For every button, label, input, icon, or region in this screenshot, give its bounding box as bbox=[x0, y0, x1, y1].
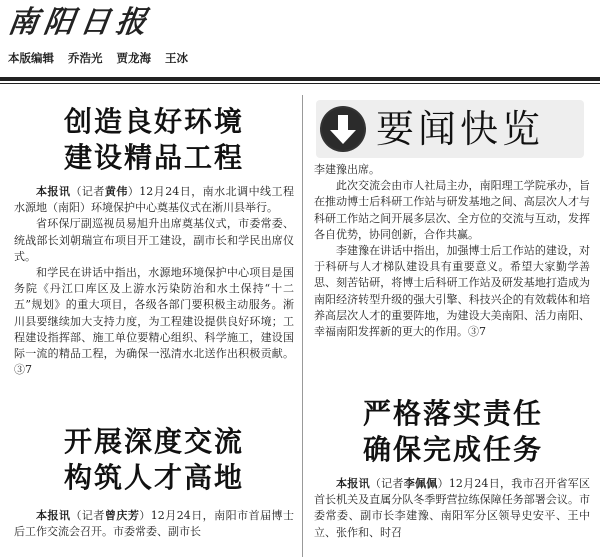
article1-headline bbox=[30, 104, 278, 176]
byline-tag: 本报讯 bbox=[36, 509, 71, 522]
byline-tag: 本报讯 bbox=[336, 477, 370, 490]
headline-line: 建设精品工程 bbox=[63, 141, 244, 174]
reporter-name: 黄伟 bbox=[104, 185, 128, 198]
editor-name: 王冰 bbox=[165, 51, 189, 65]
headline-line: 严格落实责任 bbox=[362, 397, 543, 430]
headline-line: 开展深度交流 bbox=[63, 425, 244, 458]
headline-line: 构筑人才高地 bbox=[63, 461, 244, 494]
column-divider bbox=[302, 95, 303, 557]
byline-post: ）12月24日，南阳市首届博士后工作交流会召开。市委常委、副市长 bbox=[14, 509, 294, 539]
editors-line bbox=[8, 50, 428, 66]
article2-headline bbox=[30, 424, 278, 496]
article1-lead bbox=[14, 184, 294, 216]
editor-name: 贾龙海 bbox=[116, 51, 152, 65]
article2-continued bbox=[314, 162, 590, 380]
continued-paragraph: 李建豫在讲话中指出，加强博士后工作站的建设，对于科研与人才梯队建设具有重要意义。希望大家勤学善思、刻苦钻研，将博士后科研工作站及研发基地打造成为南阳经济转型升级的强大引擎、科技兴企的有效载体和培养高层次人才的重要阵地，为建设大美南阳、活力南阳、幸福南阳发挥新的更大的作用。③7 bbox=[314, 244, 590, 339]
continued-paragraph: 此次交流会由市人社局主办，南阳理工学院承办，旨在推动博士后科研工作站与研发基地之间、高层次人才与科研工作站之间开展多层次、全方位的交流与互动，发挥各自优势，协同创新，合作共赢。 bbox=[314, 179, 590, 241]
byline-post: ）12月24日，我市召开省军区首长机关及直属分队冬季野营拉练保障任务部署会议。市委常委、副市长李建豫、南阳军分区领导史安平、王中立、张作和、时召 bbox=[314, 477, 590, 539]
masthead bbox=[0, 0, 600, 90]
article3-headline bbox=[322, 396, 584, 468]
down-arrow-icon bbox=[320, 106, 366, 152]
article2-lead bbox=[14, 508, 294, 540]
editors-label: 本版编辑 bbox=[8, 51, 54, 65]
masthead-rule-thick bbox=[0, 77, 600, 81]
article1-paragraph: 和学民在讲话中指出，水源地环境保护中心项目是国务院《丹江口库区及上游水污染防治和水土保持“十二五”规划》的重大项目，各级各部门要积极主动服务。淅川县要继续加大支持力度，为工程建设提供良好环境；工程建设指挥部、施工单位要精心组织、科学施工，建设国际一流的精品工程，为确保一泓清水北送作出积极贡献。③7 bbox=[14, 266, 294, 377]
reporter-name: 曾庆芳 bbox=[104, 509, 140, 522]
article2-body bbox=[14, 508, 294, 556]
continued-first-line: 李建豫出席。 bbox=[314, 163, 380, 176]
newspaper-logo: 南阳日报 bbox=[5, 5, 155, 40]
article3-lead bbox=[314, 476, 590, 541]
headline-line: 创造良好环境 bbox=[63, 105, 244, 138]
byline-tag: 本报讯 bbox=[36, 185, 71, 198]
headline-line: 确保完成任务 bbox=[362, 433, 543, 466]
article1-body bbox=[14, 184, 294, 406]
byline-pre: （记者 bbox=[70, 185, 105, 198]
editor-name: 乔浩光 bbox=[68, 51, 103, 65]
byline-pre: （记者 bbox=[369, 477, 404, 490]
reporter-name: 李佩佩 bbox=[403, 477, 438, 490]
article3-body bbox=[314, 476, 590, 556]
masthead-rule-thin bbox=[0, 83, 600, 84]
article1-paragraph: 省环保厅副巡视员易旭升出席奠基仪式，市委常委、统战部长刘朝瑞宣布项目开工建设，副市长和学民出席仪式。 bbox=[14, 217, 294, 263]
news-digest-banner bbox=[316, 100, 584, 158]
banner-title: 要闻快览 bbox=[376, 107, 545, 151]
byline-pre: （记者 bbox=[70, 509, 105, 522]
byline-post: ）12月24日，南水北调中线工程水源地（南阳）环境保护中心奠基仪式在淅川县举行。 bbox=[14, 185, 294, 215]
